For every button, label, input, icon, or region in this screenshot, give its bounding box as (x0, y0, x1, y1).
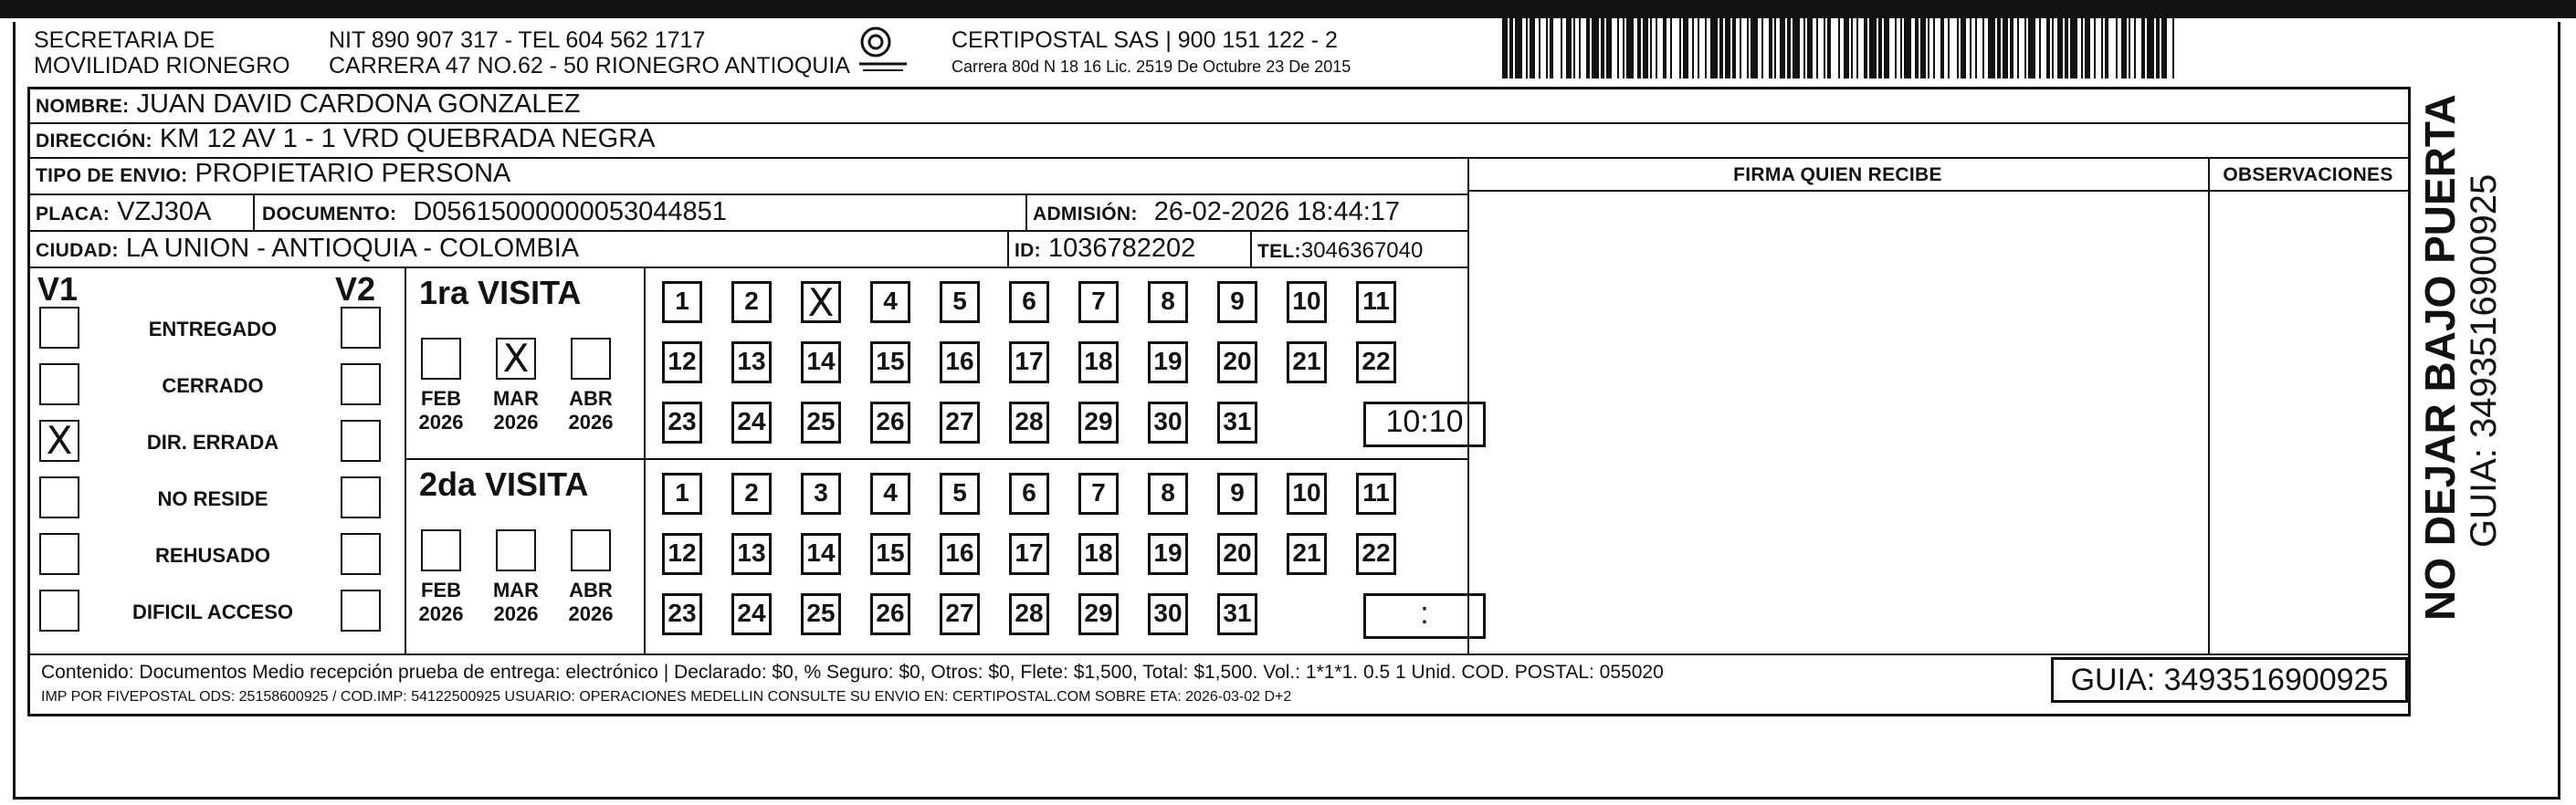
day-box[interactable]: 17 (1009, 533, 1049, 575)
entity-name (34, 27, 290, 78)
firma-header: FIRMA QUIEN RECIBE (1733, 164, 1942, 185)
day-box[interactable]: 10 (1287, 473, 1327, 515)
admision-value: 26-02-2026 18:44:17 (1153, 197, 1401, 226)
month-name: ABR (569, 387, 613, 410)
day-box[interactable]: 24 (731, 593, 772, 635)
day-box[interactable]: 8 (1148, 281, 1188, 323)
status-label: DIFICIL ACCESO (131, 601, 293, 623)
visit-1 (405, 268, 1467, 458)
day-box[interactable]: 8 (1148, 473, 1188, 515)
day-box[interactable]: 6 (1009, 473, 1049, 515)
day-box[interactable]: 22 (1356, 341, 1396, 383)
day-box[interactable]: 14 (801, 341, 841, 383)
status-label: REHUSADO (155, 544, 270, 567)
courier-license: Carrera 80d N 18 16 Lic. 2519 De Octubre 23 De 2015 (952, 58, 1351, 76)
courier-name: CERTIPOSTAL SAS | 900 151 122 - 2 (952, 27, 1338, 53)
v2-header: V2 (335, 270, 376, 308)
tel-label: TEL: (1257, 241, 1301, 262)
day-box[interactable]: 20 (1217, 341, 1257, 383)
month-year: 2026 (568, 411, 614, 434)
day-box[interactable]: 21 (1287, 533, 1327, 575)
side-guia: GUIA: 3493516900925 (2464, 173, 2504, 548)
day-box[interactable]: 15 (870, 533, 910, 575)
day-box[interactable]: 17 (1009, 341, 1049, 383)
day-box[interactable]: 4 (870, 281, 910, 323)
month-year: 2026 (568, 602, 614, 625)
day-box[interactable]: 11 (1356, 473, 1396, 515)
month-label (414, 387, 468, 434)
v1-checkbox[interactable]: X (39, 420, 79, 462)
month-year: 2026 (418, 411, 464, 434)
tel-cell (1257, 235, 1423, 267)
day-box[interactable]: 13 (731, 533, 772, 575)
direccion-label: DIRECCIÓN: (36, 131, 152, 152)
v1-checkbox[interactable] (39, 476, 79, 518)
status-label: NO RESIDE (157, 487, 268, 510)
status-label: ENTREGADO (148, 318, 278, 340)
month-checkbox[interactable] (496, 529, 536, 571)
ciudad-label: CIUDAD: (36, 240, 119, 261)
row-nombre (30, 89, 2408, 124)
placa-label: PLACA: (36, 204, 110, 225)
month-name: FEB (421, 579, 461, 601)
v2-checkbox[interactable] (341, 420, 381, 462)
day-box[interactable]: 26 (870, 593, 910, 635)
nombre-label: NOMBRE: (36, 96, 130, 117)
month-label (489, 579, 543, 626)
admision-cell (1033, 197, 1400, 229)
day-box[interactable]: 11 (1356, 281, 1396, 323)
day-box[interactable]: 24 (731, 402, 772, 444)
month-label (563, 387, 618, 434)
entity-line2: MOVILIDAD RIONEGRO (34, 53, 290, 78)
month-checkbox[interactable] (571, 338, 611, 380)
day-box[interactable]: 27 (940, 402, 980, 444)
tipo-value: PROPIETARIO PERSONA (195, 159, 511, 188)
month-label (414, 579, 468, 626)
day-box[interactable]: 21 (1287, 341, 1327, 383)
address-line: CARRERA 47 NO.62 - 50 RIONEGRO ANTIOQUIA (329, 53, 850, 78)
visit-title: 2da VISITA (419, 465, 589, 503)
month-label (563, 579, 618, 626)
day-box[interactable]: 10 (1287, 281, 1327, 323)
v1-checkbox[interactable] (39, 363, 79, 405)
day-box[interactable]: 26 (870, 402, 910, 444)
day-box[interactable]: 22 (1356, 533, 1396, 575)
row-placa (30, 195, 1467, 232)
placa-value: VZJ30A (117, 197, 212, 226)
ciudad-cell (36, 234, 579, 266)
day-box[interactable]: 23 (662, 593, 702, 635)
observations-area[interactable] (2213, 192, 2404, 648)
id-label: ID: (1015, 240, 1041, 261)
day-box[interactable]: 16 (940, 341, 980, 383)
day-box[interactable]: 5 (940, 281, 980, 323)
day-box[interactable]: 25 (801, 402, 841, 444)
day-box[interactable]: 18 (1078, 533, 1119, 575)
day-box[interactable]: 2 (731, 473, 772, 515)
day-box[interactable]: 28 (1009, 402, 1049, 444)
v2-checkbox[interactable] (341, 476, 381, 518)
certipostal-logo-icon (854, 26, 909, 77)
day-box[interactable]: 18 (1078, 341, 1119, 383)
day-box[interactable]: 27 (940, 593, 980, 635)
day-box[interactable]: 30 (1148, 402, 1188, 444)
status-label: DIR. ERRADA (146, 431, 279, 454)
documento-value: D05615000000053044851 (413, 197, 727, 226)
signature-area[interactable] (1473, 192, 2203, 648)
month-checkbox[interactable] (421, 529, 461, 571)
month-label (489, 387, 543, 434)
footer-text (41, 661, 1664, 706)
day-box[interactable]: 14 (801, 533, 841, 575)
status-label: CERRADO (162, 374, 264, 397)
id-value: 1036782202 (1047, 234, 1196, 263)
delivery-form (27, 87, 2411, 716)
day-box[interactable]: 6 (1009, 281, 1049, 323)
day-box[interactable]: 19 (1148, 341, 1188, 383)
day-box[interactable]: 31 (1217, 402, 1257, 444)
v1-header: V1 (37, 270, 79, 308)
day-box[interactable]: 25 (801, 593, 841, 635)
day-box[interactable]: 7 (1078, 281, 1119, 323)
day-box[interactable]: 29 (1078, 402, 1119, 444)
v2-checkbox[interactable] (341, 590, 381, 632)
footer-contenido: Contenido: Documentos Medio recepción prueba de entrega: electrónico | Declarado: $0, % Seguro: $0, Otros: $0, Flete: $1,500, Total: $1,500. Vol.: 1*1*1. 0.5 1 Unid. COD. POSTAL: 055020 (41, 662, 1664, 683)
entity-contact (329, 27, 850, 78)
month-name: ABR (569, 579, 613, 601)
documento-cell (262, 197, 727, 229)
courier-info (952, 27, 1351, 77)
documento-label: DOCUMENTO: (262, 204, 397, 225)
month-checkbox[interactable] (421, 338, 461, 380)
month-year: 2026 (418, 602, 464, 625)
footer-imp: IMP POR FIVEPOSTAL ODS: 25158600925 / COD.IMP: 54122500925 USUARIO: OPERACIONES MEDELLIN CONSULTE SU ENVIO EN: CERTIPOSTAL.COM SOBRE ETA: 2026-03-02 D+2 (41, 689, 1292, 705)
row-ciudad (30, 232, 1467, 268)
day-box[interactable]: 28 (1009, 593, 1049, 635)
day-box[interactable]: 1 (662, 281, 702, 323)
day-box[interactable]: 12 (662, 533, 702, 575)
observaciones-header: OBSERVACIONES (2223, 164, 2393, 185)
footer-guia: GUIA: 3493516900925 (2051, 657, 2408, 703)
row-tipo (30, 159, 1467, 195)
day-box[interactable]: 3 (801, 473, 841, 515)
time-box[interactable]: 10:10 (1363, 402, 1486, 447)
row-direccion (30, 124, 2408, 159)
ciudad-value: LA UNION - ANTIOQUIA - COLOMBIA (125, 234, 580, 263)
top-black-bar (0, 0, 2576, 18)
v2-checkbox[interactable] (341, 307, 381, 349)
day-box[interactable]: 9 (1217, 473, 1257, 515)
status-block (30, 268, 1467, 653)
nit-line: NIT 890 907 317 - TEL 604 562 1717 (329, 27, 706, 53)
time-box[interactable]: : (1363, 593, 1486, 639)
day-box[interactable]: 7 (1078, 473, 1119, 515)
v2-checkbox[interactable] (341, 363, 381, 405)
v1-checkbox[interactable] (39, 533, 79, 575)
day-box[interactable]: 2 (731, 281, 772, 323)
entity-line1: SECRETARIA DE (34, 27, 216, 53)
placa-cell (36, 197, 211, 229)
day-box[interactable]: 31 (1217, 593, 1257, 635)
id-cell (1015, 234, 1195, 266)
side-warning: NO DEJAR BAJO PUERTA (2416, 94, 2464, 621)
month-year: 2026 (493, 602, 539, 625)
month-year: 2026 (493, 411, 539, 434)
day-box[interactable]: 15 (870, 341, 910, 383)
tipo-label: TIPO DE ENVIO: (36, 165, 188, 186)
v1-checkbox[interactable] (39, 590, 79, 632)
admision-label: ADMISIÓN: (1033, 204, 1138, 225)
visit-2 (405, 460, 1467, 653)
day-box[interactable]: 13 (731, 341, 772, 383)
month-checkbox[interactable] (571, 529, 611, 571)
day-box[interactable]: 23 (662, 402, 702, 444)
v2-checkbox[interactable] (341, 533, 381, 575)
day-box[interactable]: 29 (1078, 593, 1119, 635)
day-box[interactable]: 9 (1217, 281, 1257, 323)
barcode (1502, 16, 2174, 78)
direccion-value: KM 12 AV 1 - 1 VRD QUEBRADA NEGRA (159, 124, 656, 153)
day-box[interactable]: X (801, 281, 841, 323)
day-box[interactable]: 30 (1148, 593, 1188, 635)
month-checkbox[interactable]: X (496, 338, 536, 380)
day-box[interactable]: 16 (940, 533, 980, 575)
day-box[interactable]: 19 (1148, 533, 1188, 575)
month-name: MAR (492, 387, 540, 410)
visit-title: 1ra VISITA (419, 274, 582, 311)
day-box[interactable]: 20 (1217, 533, 1257, 575)
day-box[interactable]: 1 (662, 473, 702, 515)
tel-value: 3046367040 (1300, 238, 1424, 263)
v1-checkbox[interactable] (39, 307, 79, 349)
nombre-value: JUAN DAVID CARDONA GONZALEZ (136, 89, 581, 119)
day-box[interactable]: 5 (940, 473, 980, 515)
month-name: FEB (421, 387, 461, 410)
month-name: MAR (492, 579, 540, 601)
day-box[interactable]: 4 (870, 473, 910, 515)
day-box[interactable]: 12 (662, 341, 702, 383)
